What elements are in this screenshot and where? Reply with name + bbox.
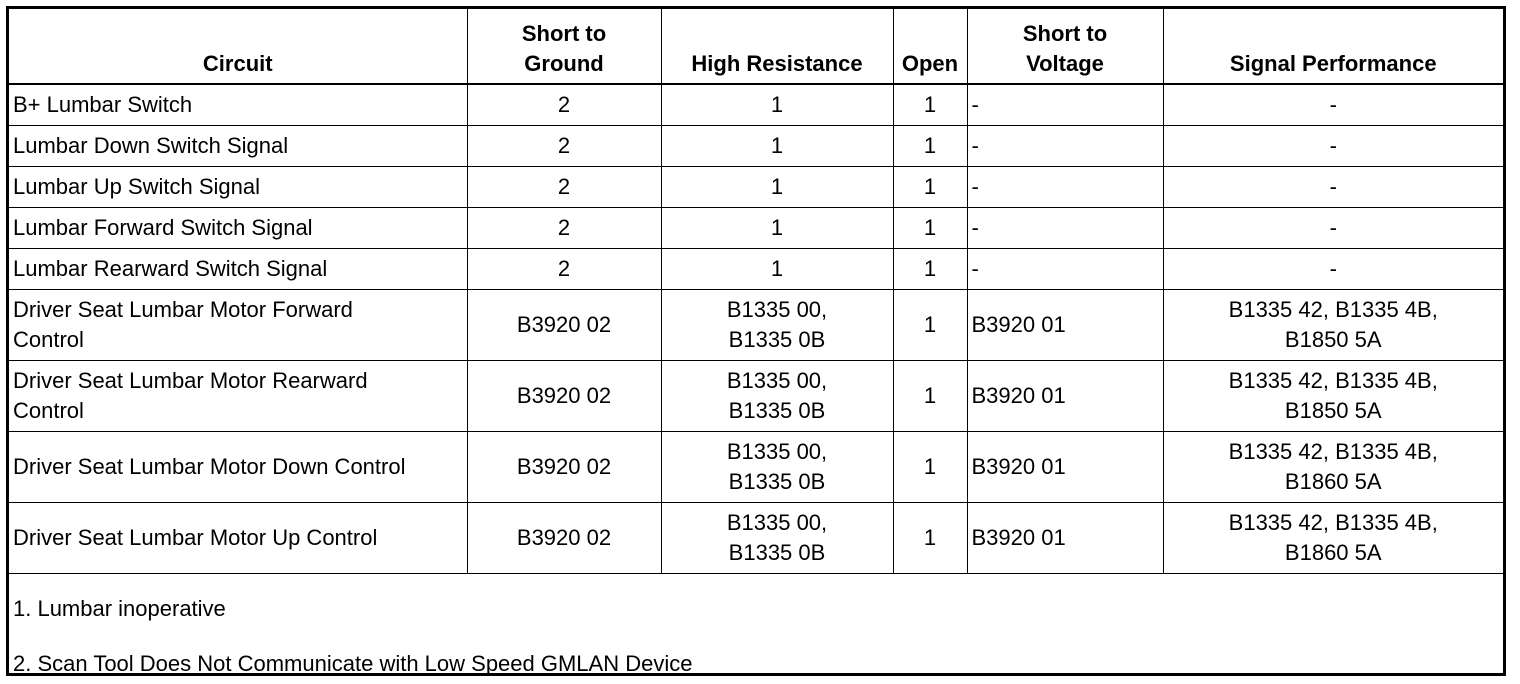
cell-short-to-ground: 2 — [467, 84, 661, 126]
cell-short-to-ground: B3920 02 — [467, 432, 661, 503]
header-circuit: Circuit — [9, 9, 467, 84]
cell-circuit: Lumbar Down Switch Signal — [9, 126, 467, 167]
table-row — [9, 126, 1503, 167]
cell-signal-performance: - — [1163, 126, 1503, 167]
cell-open: 1 — [893, 167, 967, 208]
header-signal-performance: Signal Performance — [1163, 9, 1503, 84]
table-row — [9, 84, 1503, 126]
cell-open: 1 — [893, 126, 967, 167]
cell-short-to-ground: B3920 02 — [467, 503, 661, 574]
cell-short-to-ground: B3920 02 — [467, 361, 661, 432]
table-row — [9, 208, 1503, 249]
cell-high-resistance: B1335 00, B1335 0B — [661, 503, 893, 574]
cell-open: 1 — [893, 503, 967, 574]
cell-short-to-voltage: - — [967, 208, 1163, 249]
diagnostic-table-frame — [6, 6, 1506, 676]
cell-circuit: Driver Seat Lumbar Motor Forward Control — [9, 290, 467, 361]
header-short-to-voltage: Short to Voltage — [967, 9, 1163, 84]
cell-short-to-voltage: B3920 01 — [967, 290, 1163, 361]
cell-circuit: Driver Seat Lumbar Motor Down Control — [9, 432, 467, 503]
cell-high-resistance: 1 — [661, 208, 893, 249]
cell-open: 1 — [893, 290, 967, 361]
cell-open: 1 — [893, 361, 967, 432]
table-row — [9, 432, 1503, 503]
note-scan-tool: 2. Scan Tool Does Not Communicate with Low Speed GMLAN Device — [13, 651, 693, 676]
cell-circuit: B+ Lumbar Switch — [9, 84, 467, 126]
cell-circuit: Driver Seat Lumbar Motor Up Control — [9, 503, 467, 574]
cell-open: 1 — [893, 249, 967, 290]
circuit-fault-table — [9, 9, 1503, 574]
cell-signal-performance: - — [1163, 167, 1503, 208]
cell-short-to-voltage: B3920 01 — [967, 503, 1163, 574]
cell-high-resistance: B1335 00, B1335 0B — [661, 432, 893, 503]
cell-short-to-ground: 2 — [467, 167, 661, 208]
cell-open: 1 — [893, 432, 967, 503]
cell-signal-performance: B1335 42, B1335 4B, B1860 5A — [1163, 503, 1503, 574]
cell-open: 1 — [893, 208, 967, 249]
cell-short-to-voltage: - — [967, 84, 1163, 126]
cell-high-resistance: 1 — [661, 167, 893, 208]
cell-short-to-voltage: B3920 01 — [967, 361, 1163, 432]
cell-short-to-ground: 2 — [467, 249, 661, 290]
cell-circuit: Driver Seat Lumbar Motor Rearward Control — [9, 361, 467, 432]
cell-short-to-voltage: B3920 01 — [967, 432, 1163, 503]
cell-high-resistance: B1335 00, B1335 0B — [661, 361, 893, 432]
table-row — [9, 167, 1503, 208]
table-row — [9, 249, 1503, 290]
cell-circuit: Lumbar Forward Switch Signal — [9, 208, 467, 249]
cell-high-resistance: B1335 00, B1335 0B — [661, 290, 893, 361]
cell-short-to-ground: 2 — [467, 208, 661, 249]
header-high-resistance: High Resistance — [661, 9, 893, 84]
cell-short-to-ground: B3920 02 — [467, 290, 661, 361]
cell-short-to-voltage: - — [967, 249, 1163, 290]
table-row — [9, 361, 1503, 432]
cell-signal-performance: B1335 42, B1335 4B, B1850 5A — [1163, 290, 1503, 361]
cell-signal-performance: B1335 42, B1335 4B, B1860 5A — [1163, 432, 1503, 503]
cell-signal-performance: - — [1163, 249, 1503, 290]
note-lumbar-inoperative: 1. Lumbar inoperative — [13, 596, 226, 621]
cell-high-resistance: 1 — [661, 126, 893, 167]
cell-signal-performance: B1335 42, B1335 4B, B1850 5A — [1163, 361, 1503, 432]
cell-signal-performance: - — [1163, 84, 1503, 126]
cell-short-to-voltage: - — [967, 167, 1163, 208]
cell-open: 1 — [893, 84, 967, 126]
table-row — [9, 290, 1503, 361]
cell-high-resistance: 1 — [661, 84, 893, 126]
cell-high-resistance: 1 — [661, 249, 893, 290]
table-row — [9, 503, 1503, 574]
header-open: Open — [893, 9, 967, 84]
cell-circuit: Lumbar Rearward Switch Signal — [9, 249, 467, 290]
cell-short-to-ground: 2 — [467, 126, 661, 167]
header-row — [9, 9, 1503, 84]
cell-short-to-voltage: - — [967, 126, 1163, 167]
cell-signal-performance: - — [1163, 208, 1503, 249]
header-short-to-ground: Short to Ground — [467, 9, 661, 84]
cell-circuit: Lumbar Up Switch Signal — [9, 167, 467, 208]
